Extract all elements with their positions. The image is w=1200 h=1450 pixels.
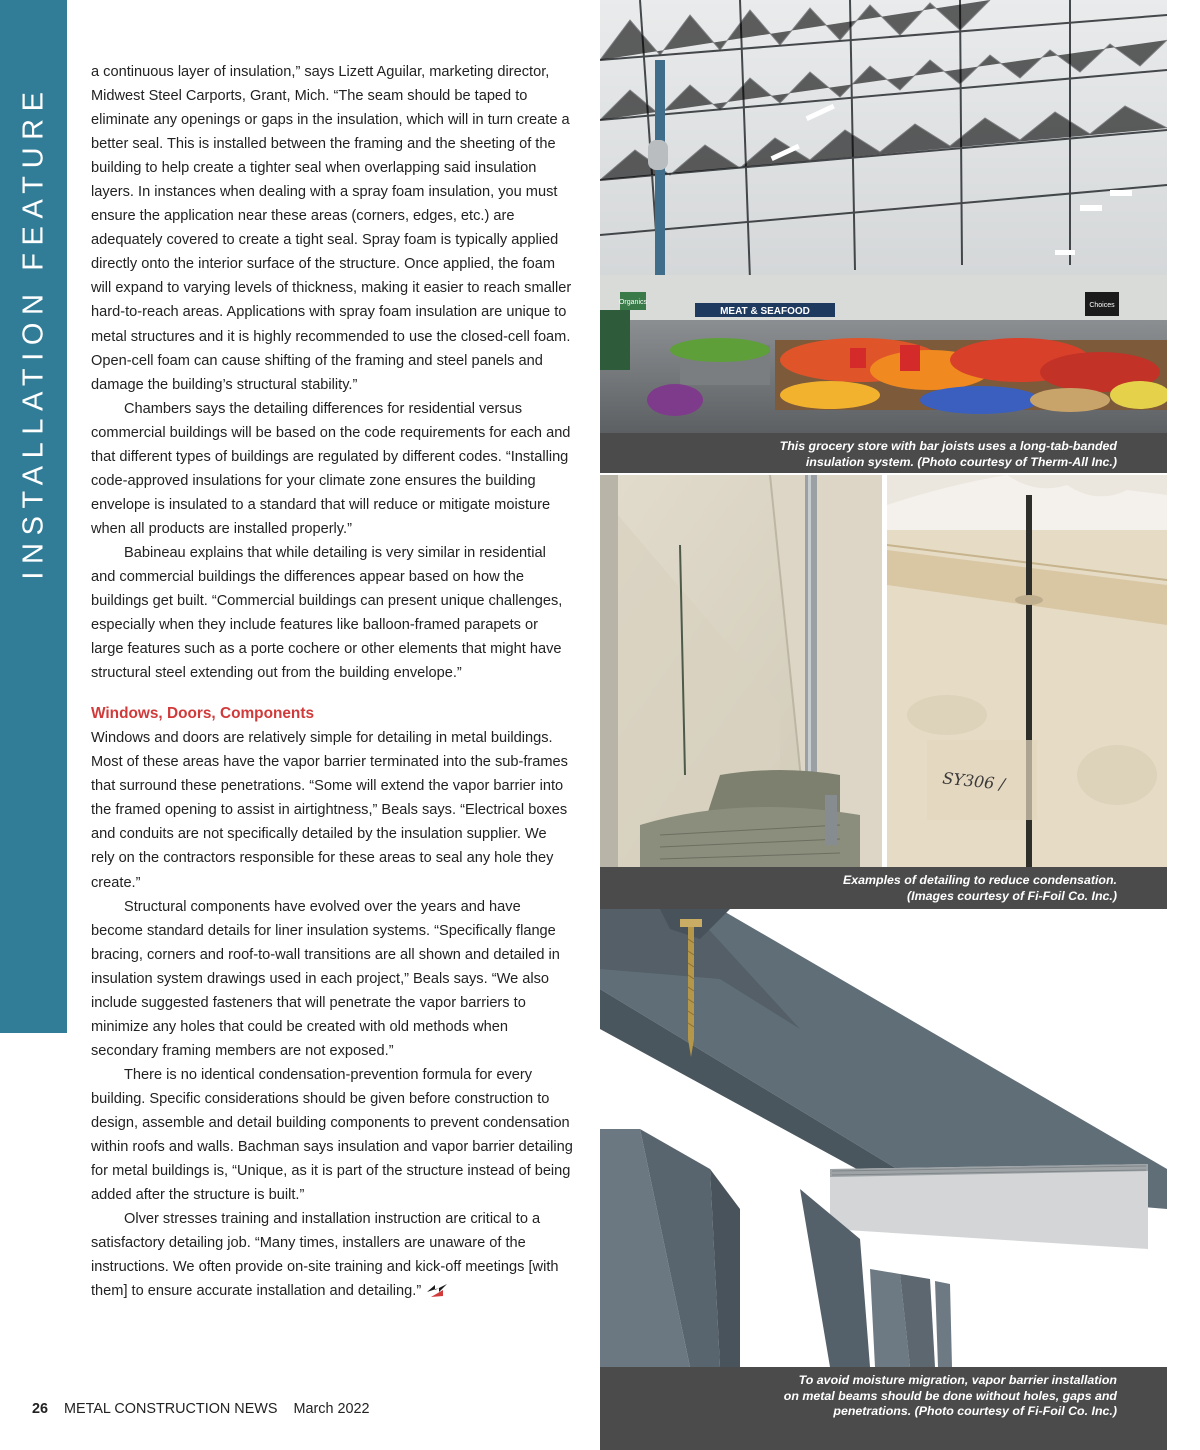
detail-photo-right	[887, 475, 1167, 867]
meat-seafood-sign-text: MEAT & SEAFOOD	[720, 306, 810, 317]
paragraph-6: There is no identical condensation-prevention formula for every building. Specific considerations should be given before construction to design, assemble and detail building components to prevent condensation within roofs and walls. Bachman says insulation and vapor barrier detailing for metal buildings is, “Unique, as it is part of the structure instead of being added after the structure is built.”	[91, 1066, 573, 1204]
beam-caption-line3: penetrations. (Photo courtesy of Fi-Foil Co. Inc.)	[833, 1404, 1117, 1418]
magazine-name: METAL CONSTRUCTION NEWS	[64, 1401, 278, 1417]
beam-render-illustration	[600, 909, 1167, 1367]
grocery-store-illustration	[600, 0, 1167, 433]
paragraph-7: Olver stresses training and installation instruction are critical to a satisfactory detailing job. “Many times, installers are unaware of the instructions. We often provide on-site training and kick-off meetings [with them] to ensure accurate installation and detailing.”	[91, 1211, 559, 1300]
paragraph-7-wrap	[91, 1207, 573, 1303]
choices-sign-text: Choices	[1089, 302, 1115, 309]
detail-photo-left	[600, 475, 882, 867]
detail-left-illustration	[600, 475, 882, 867]
paragraph-1: a continuous layer of insulation,” says Lizett Aguilar, marketing director, Midwest Steel Carports, Grant, Mich. “The seam should be taped to eliminate any openings or gaps in the insulation, which will in turn create a better seal. This is installed between the framing and the sheeting of the building to help create a tighter seal when overlapping said insulation layers. In instances when dealing with a spray foam insulation, you must ensure the application near these areas (corners, edges, etc.) are adequately covered to create a tight seal. Spray foam is typically applied directly onto the interior surface of the structure. Once applied, the foam will expand to varying levels of thickness, making it easier to reach smaller hard-to-reach areas. Applications with spray foam insulation are unique to metal structures and it is highly recommended to use the closed-cell foam. Open-cell foam can cause shifting of the framing and steel panels and damage the building’s structural stability.”	[91, 64, 572, 393]
beam-caption-line1: To avoid moisture migration, vapor barrier installation	[798, 1373, 1117, 1387]
beam-caption	[600, 1367, 1167, 1450]
end-mark-icon	[425, 1282, 449, 1298]
grocery-caption-line2: insulation system. (Photo courtesy of Therm-All Inc.)	[805, 454, 1117, 469]
detail-caption-line2: (Images courtesy of Fi-Foil Co. Inc.)	[907, 888, 1117, 903]
page-number: 26	[32, 1401, 49, 1417]
paragraph-2: Chambers says the detailing differences for residential versus commercial buildings will be based on the code requirements for each and that different types of buildings are regulated by different codes. “Installing code-approved insulations for your climate zone ensures the building envelope is insulated to a standard that will reduce or mitigate moisture when all products are installed properly.”	[91, 400, 571, 537]
organics-sign-text: Organics	[618, 299, 648, 306]
beam-render-photo	[600, 909, 1167, 1367]
article-body	[91, 60, 573, 1303]
paragraph-5: Structural components have evolved over the years and have become standard details for liner insulation systems. “Specifically flange bracing, corners and roof-to-wall transitions are all shown and detailed in insulation system drawings used in each project,” Beals says. “We also include suggested fasteners that will penetrate the vapor barriers to minimize any holes that could be created with old methods when secondary framing members are not exposed.”	[91, 898, 560, 1059]
detail-right-illustration	[887, 475, 1167, 867]
section-heading: Windows, Doors, Components	[91, 705, 315, 723]
section-label: INSTALLATION FEATURE	[17, 84, 50, 580]
paragraph-4: Windows and doors are relatively simple for detailing in metal buildings. Most of these areas have the vapor barrier terminated into the sub-frames that surround these penetrations. “Some will extend the vapor barrier into the framed opening to assist in airtightness,” Beals says. “Electrical boxes and conduits are not specifically detailed by the insulation supplier. We rely on the contractors responsible for these areas to seal any hole they create.”	[91, 730, 568, 891]
paragraph-3: Babineau explains that while detailing is very similar in residential and commercial buildings the differences appear based on how the buildings get built. “Commercial buildings can present unique challenges, especially when they include features like balloon-framed parapets or large features such as a porte cochere or other elements that might have structural steel extending out from the building envelope.”	[91, 544, 563, 682]
grocery-caption	[600, 433, 1167, 473]
page-footer	[32, 1401, 369, 1417]
side-banner	[0, 0, 67, 1033]
grocery-store-photo	[600, 0, 1167, 433]
beam-caption-line2: on metal beams should be done without holes, gaps and	[783, 1388, 1117, 1403]
grocery-caption-line1: This grocery store with bar joists uses a long-tab-banded	[779, 439, 1117, 453]
detail-caption	[600, 867, 1167, 909]
issue-date: March 2022	[293, 1401, 370, 1417]
detail-caption-line1: Examples of detailing to reduce condensation.	[842, 873, 1117, 887]
handwriting-text: SY306 /	[941, 768, 1006, 794]
